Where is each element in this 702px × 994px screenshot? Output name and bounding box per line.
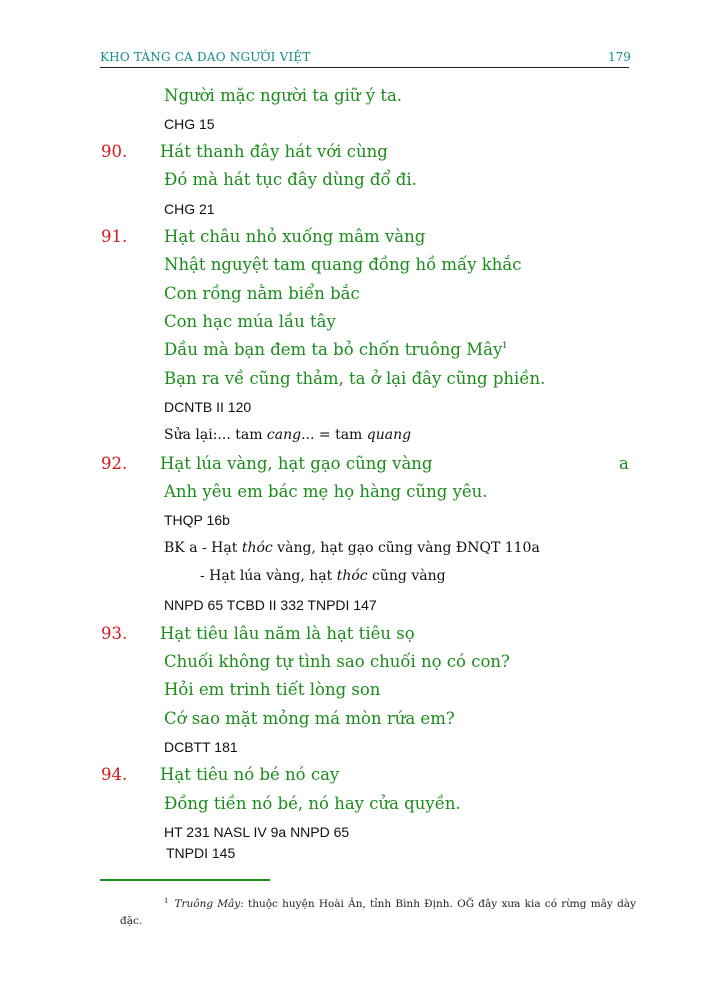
margin-letter: a: [619, 454, 629, 473]
verse-line: Người mặc người ta giữ ý ta.: [164, 86, 403, 105]
verse-line: Đó mà hát tục đây dùng đổ đi.: [164, 170, 417, 189]
verse-line: Hạt tiêu lâu năm là hạt tiêu sọ: [160, 624, 415, 643]
verse-line: Hạt châu nhỏ xuống mâm vàng: [164, 227, 426, 246]
footnote-term: Truông Mây: [174, 898, 241, 910]
footnote: [120, 893, 636, 930]
source-reference: THQP 16b: [164, 512, 230, 528]
verse-line: Hỏi em trinh tiết lòng son: [164, 680, 381, 699]
entry-number: 92.: [101, 454, 128, 473]
note-emphasis: thóc: [241, 540, 273, 556]
source-reference: NNPD 65 TCBD II 332 TNPDI 147: [164, 597, 377, 613]
entry-number: 94.: [101, 765, 128, 784]
note-text: BK a - Hạt: [164, 540, 242, 556]
page-number: 179: [608, 50, 631, 64]
verse-line: Anh yêu em bác mẹ họ hàng cũng yêu.: [164, 482, 488, 501]
entry-number: 93.: [101, 624, 128, 643]
source-reference: CHG 21: [164, 201, 215, 217]
note-emphasis: quang: [366, 427, 412, 443]
source-reference: DCNTB II 120: [164, 399, 252, 415]
note-text: - Hạt lúa vàng, hạt: [200, 568, 337, 584]
verse-line-with-footnote: [164, 340, 507, 359]
footnote-text: : thuộc huyện Hoài Ân, tỉnh Bình Định. OĞ đây xưa kia có rừng mây dày đặc.: [120, 898, 636, 927]
footnote-divider: [100, 879, 270, 881]
verse-line: Chuối không tự tình sao chuối nọ có con?: [164, 652, 510, 671]
verse-line: Hát thanh đây hát với cùng: [160, 142, 388, 161]
entry-number: 91.: [101, 227, 128, 246]
note-text: cũng vàng: [367, 568, 446, 584]
verse-line: Nhật nguyệt tam quang đồng hồ mấy khắc: [164, 255, 522, 274]
note-text: ... = tam: [301, 427, 367, 443]
note-text: vàng, hạt gạo cũng vàng ĐNQT 110a: [272, 540, 540, 556]
variant-note: [164, 540, 540, 556]
verse-line: Hạt tiêu nó bé nó cay: [160, 765, 340, 784]
variant-note: [200, 568, 446, 584]
footnote-number: 1: [164, 897, 169, 905]
source-reference: CHG 15: [164, 116, 215, 132]
note-text: Sửa lại:... tam: [164, 427, 267, 443]
note-emphasis: thóc: [336, 568, 368, 584]
entry-number: 90.: [101, 142, 128, 161]
verse-line: Hạt lúa vàng, hạt gạo cũng vàng: [160, 454, 433, 473]
edit-note: [164, 427, 411, 443]
note-emphasis: cang: [266, 427, 302, 443]
verse-line: Con hạc múa lầu tây: [164, 312, 336, 331]
verse-line: Con rồng nằm biển bắc: [164, 284, 360, 303]
source-reference: TNPDI 145: [166, 845, 236, 861]
source-reference: DCBTT 181: [164, 739, 238, 755]
verse-line: Cớ sao mặt mỏng má mòn rứa em?: [164, 709, 455, 728]
source-reference: HT 231 NASL IV 9a NNPD 65: [164, 824, 350, 840]
book-title: KHO TÀNG CA DAO NGƯỜI VIỆT: [100, 50, 311, 64]
verse-text: Dầu mà bạn đem ta bỏ chốn truông Mây: [164, 340, 503, 359]
verse-line: Bạn ra về cũng thảm, ta ở lại đây cũng phiền.: [164, 369, 546, 388]
header-divider: [100, 67, 629, 68]
footnote-marker: 1: [502, 341, 508, 350]
verse-line: Đồng tiền nó bé, nó hay cửa quyền.: [164, 794, 461, 813]
